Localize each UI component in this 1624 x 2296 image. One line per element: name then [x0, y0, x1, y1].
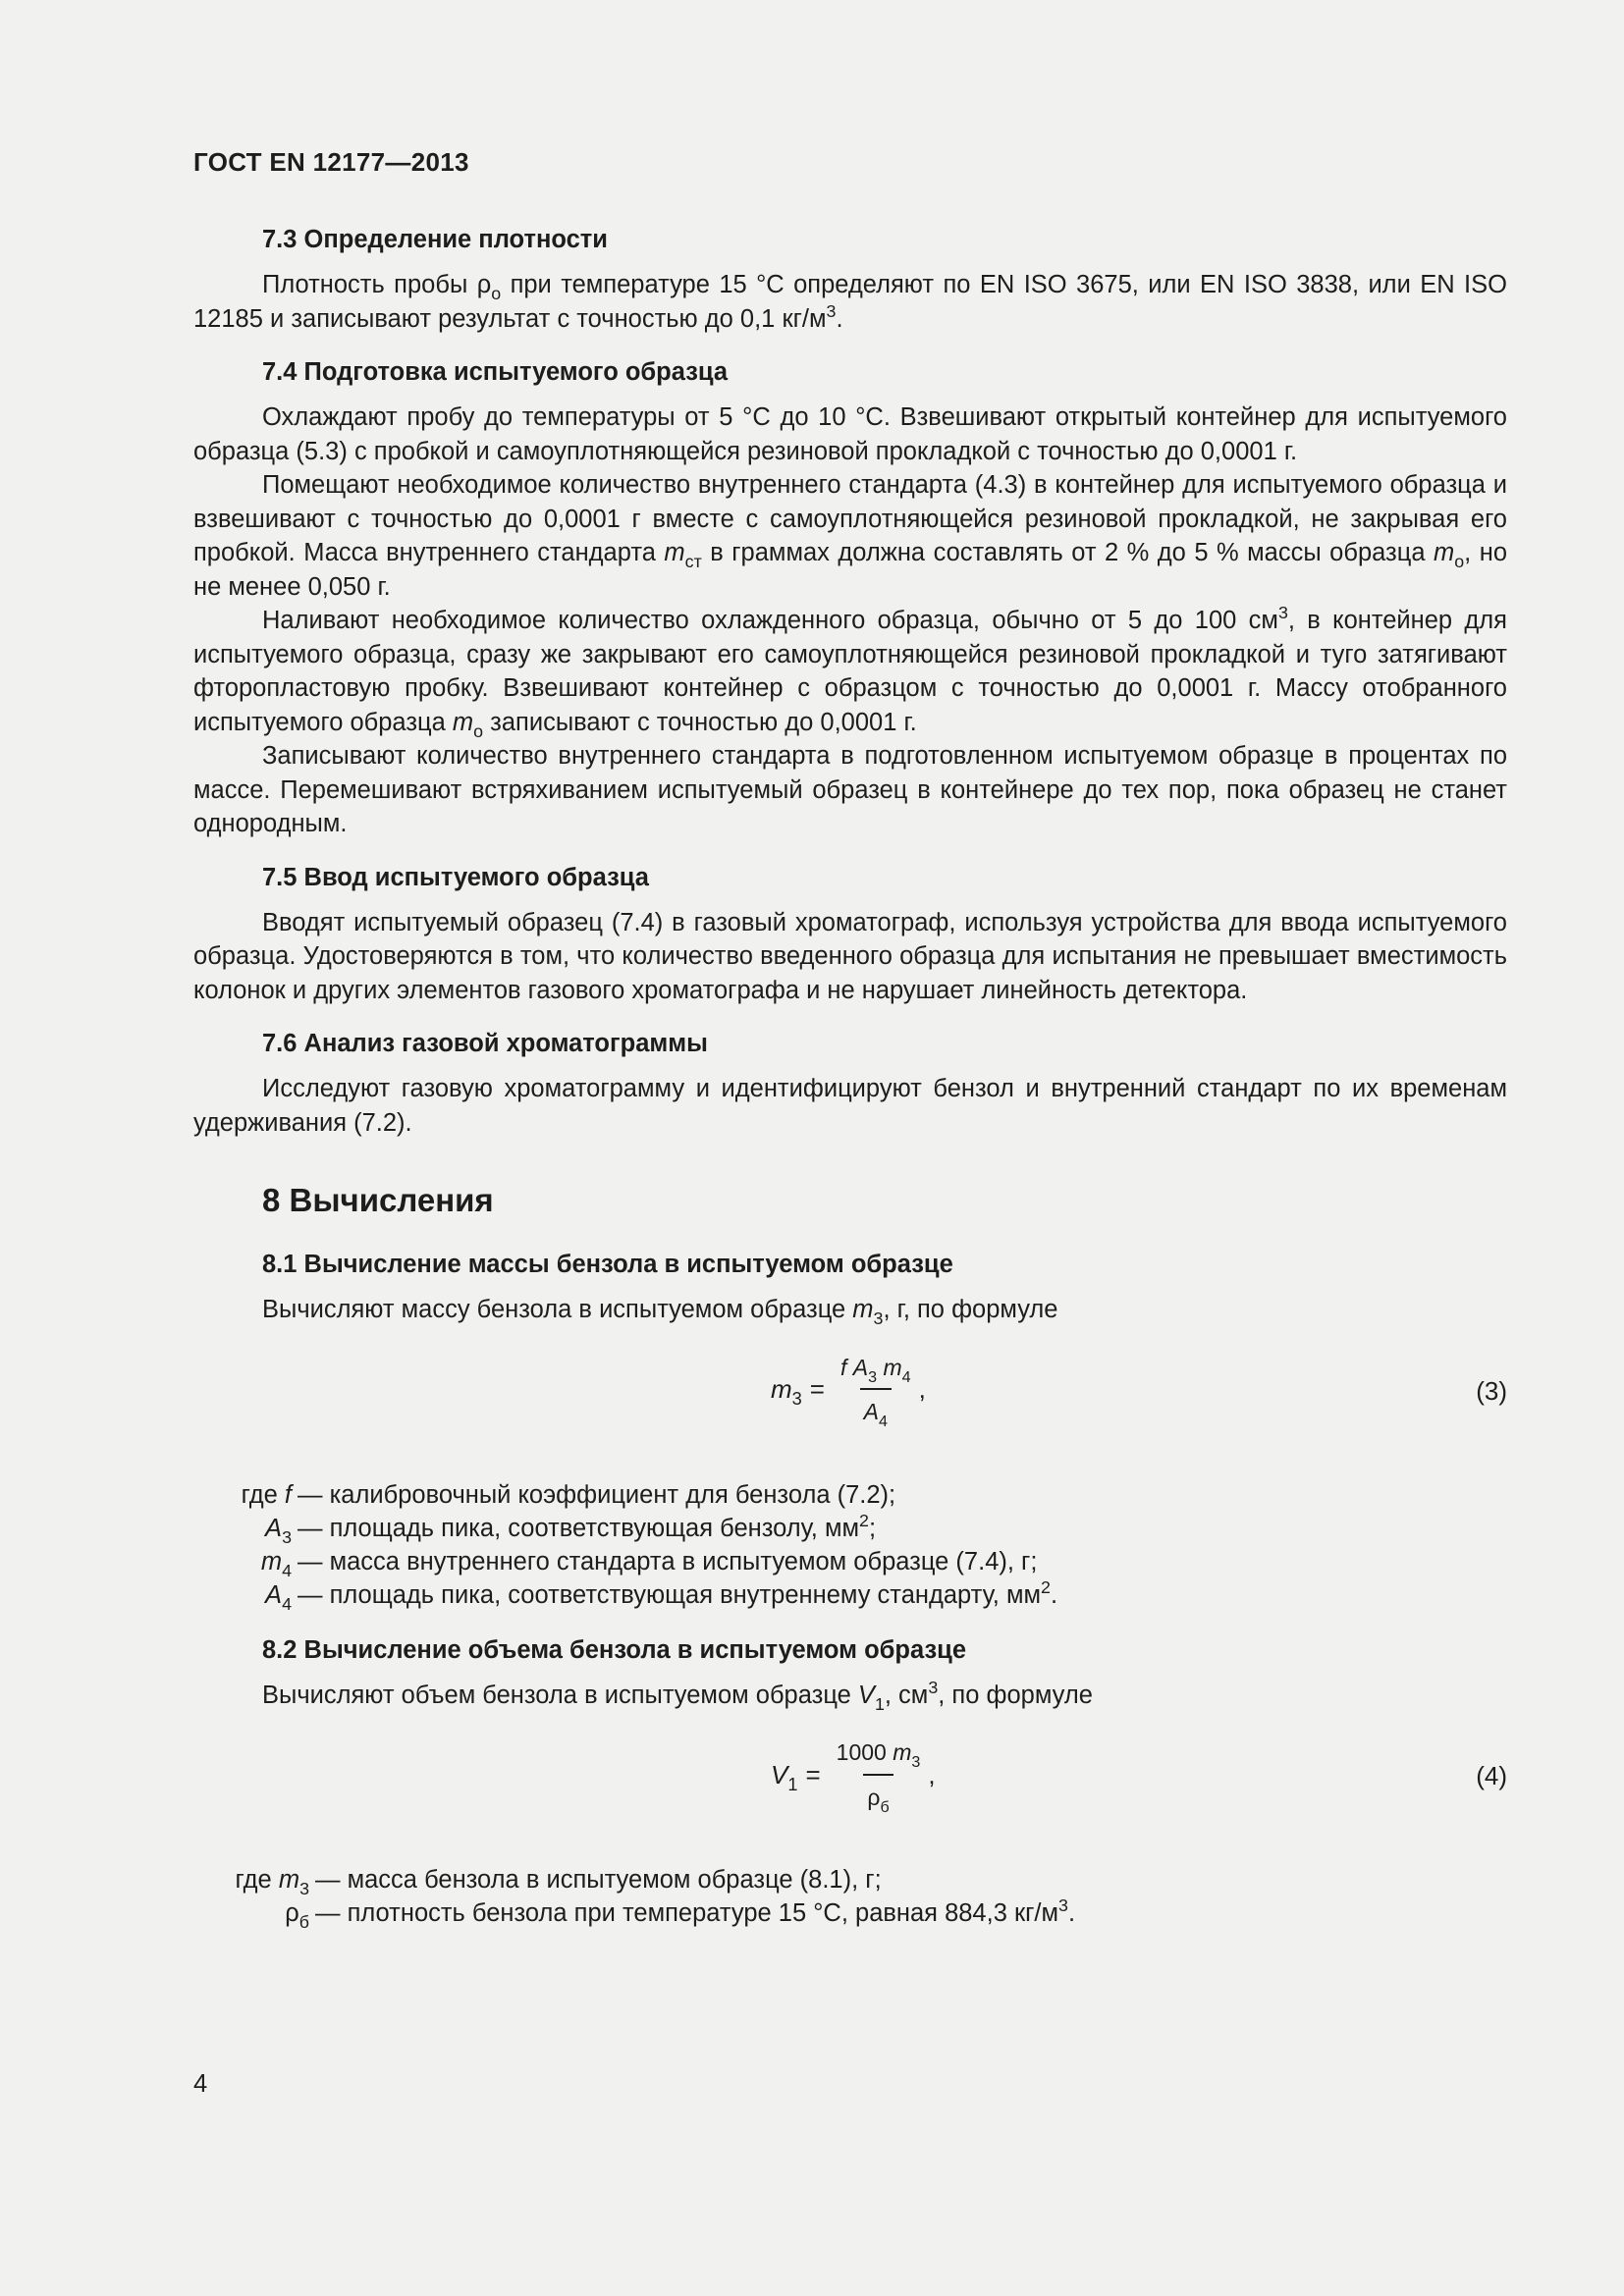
- legend-row: где $m_3$ — масса бензола в испытуемом образце (8.1), г;: [235, 1866, 882, 1898]
- section-8: [193, 1181, 1507, 1220]
- legend-row: $A_4$ — площадь пика, соответствующая внутреннему стандарту, $мм^2$.: [265, 1576, 1058, 1614]
- paragraph: Охлаждают пробу до температуры от 5 °C до 10 °C. Взвешивают открытый контейнер для испытуемого образца (5.3) с пробкой и самоуплотняющейся резиновой прокладкой с точностью до 0,0001 г.: [193, 403, 1507, 465]
- paragraph: Плотность пробы $\rho_о$ при температуре 15 °C определяют по EN ISO 3675, или EN ISO 3838, или EN ISO 12185 и записывают результат с точностью до 0,1 $кг/м^3$.: [193, 271, 1507, 333]
- document-header: ГОСТ EN 12177—2013: [193, 147, 469, 177]
- formula-expression: $V_1$ = $\frac{1000 m_3}{\rho_б}$ ,: [771, 1735, 936, 1814]
- document-body: [193, 223, 1507, 1951]
- formula-number: (3): [1476, 1375, 1507, 1406]
- chapter-title: 8 Вычисления: [262, 1182, 494, 1218]
- paragraph: Наливают необходимое количество охлажденного образца, обычно от 5 до 100 $см^3$, в контейнер для испытуемого образца, сразу же закрывают его самоуплотняющейся резиновой прокладкой и туго затягивают фторопластовую пробку. Взвешивают контейнер с образцом с точностью до 0,0001 г. Массу отобранного испытуемого образца $m_о$ записывают с точностью до 0,0001 г.: [193, 603, 1507, 741]
- section-7-6: [193, 1027, 1507, 1140]
- section-8-1: [193, 1248, 1507, 1612]
- section-7-4: [193, 355, 1507, 841]
- section-title: 7.5 Ввод испытуемого образца: [262, 863, 649, 891]
- section-title: 7.6 Анализ газовой хроматограммы: [262, 1030, 708, 1057]
- paragraph: Вычисляют массу бензола в испытуемом образце $m_3$, г, по формуле: [262, 1296, 1058, 1328]
- legend-row: где f — калибровочный коэффициент для бензола (7.2);: [241, 1480, 896, 1509]
- paragraph: Вводят испытуемый образец (7.4) в газовый хроматограф, используя устройства для ввода испытуемого образца. Удостоверяются в том, что количество введенного образца для испытания не превышает вместимость колонок и других элементов газового хроматографа и не нарушает линейность детектора.: [193, 908, 1507, 1004]
- section-7-5: [193, 861, 1507, 1008]
- legend-row: $m_4$ — масса внутреннего стандарта в испытуемом образце (7.4), г;: [260, 1547, 1038, 1580]
- section-title: 8.1 Вычисление массы бензола в испытуемом образце: [262, 1251, 953, 1278]
- section-title: 8.2 Вычисление объема бензола в испытуемом образце: [262, 1635, 967, 1664]
- section-title: 7.3 Определение плотности: [262, 226, 608, 253]
- paragraph: Вычисляют объем бензола в испытуемом образце $V_1$, $см^3$, по формуле: [262, 1677, 1093, 1714]
- formula-expression: $m_3$ = $\frac{f A_3 m_4}{A_4}$ ,: [771, 1351, 926, 1429]
- paragraph: Помещают необходимое количество внутреннего стандарта (4.3) в контейнер для испытуемого образца и взвешивают с точностью до 0,0001 г вместе с самоуплотняющейся резиновой прокладкой, не закрывая его пробкой. Масса внутреннего стандарта $m_{ст}$ в граммах должна составлять от 2 % до 5 % массы образца $m_о$, но не менее 0,050 г.: [193, 471, 1507, 601]
- legend-8-2: [193, 1863, 1507, 1930]
- formula-number: (4): [1476, 1761, 1507, 1790]
- paragraph: Записывают количество внутреннего стандарта в подготовленном испытуемом образце в процентах по массе. Перемешивают встряхиванием испытуемый образец в контейнере до тех пор, пока образец не станет однородным.: [193, 742, 1507, 837]
- section-8-2: [193, 1633, 1507, 1931]
- legend-row: $\rho_б$ — плотность бензола при температуре 15 °C, равная 884,3 $кг/м^3$.: [285, 1896, 1076, 1932]
- formula-3: [193, 1327, 1507, 1474]
- formula-4: [193, 1712, 1507, 1859]
- page-number: 4: [193, 2070, 208, 2098]
- legend-row: $A_3$ — площадь пика, соответствующая бензолу, $мм^2$;: [265, 1510, 877, 1547]
- fraction: $\frac{1000 m_3}{\rho_б}$: [836, 1739, 921, 1816]
- paragraph: Исследуют газовую хроматограмму и идентифицируют бензол и внутренний стандарт по их временам удерживания (7.2).: [193, 1075, 1507, 1137]
- section-7-3: [193, 223, 1507, 336]
- fraction: $\frac{f A_3 m_4}{A_4}$: [839, 1354, 911, 1430]
- legend-8-1: [193, 1478, 1507, 1612]
- section-title: 7.4 Подготовка испытуемого образца: [262, 358, 729, 386]
